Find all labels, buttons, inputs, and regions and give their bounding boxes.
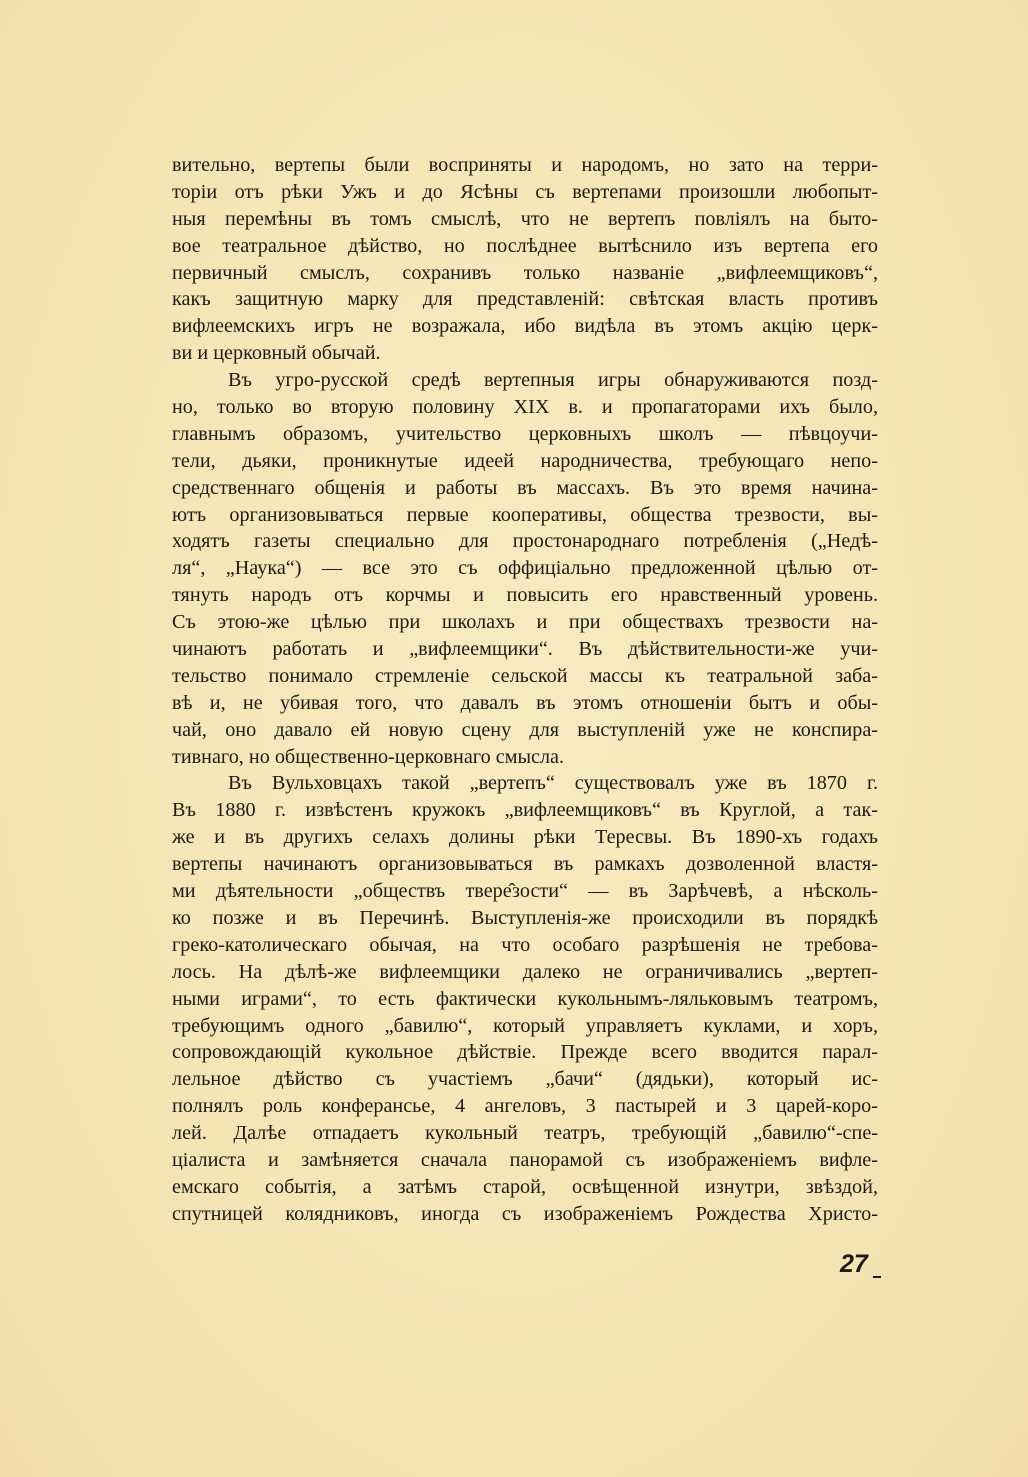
text-line: вительно, вертепы были восприняты и народомъ, но зато на терри- bbox=[172, 154, 878, 176]
text-line: главнымъ образомъ, учительство церковныхъ школъ — пѣвцоучи- bbox=[172, 422, 878, 445]
text-line: тельство понимало стремленіе сельской массы къ театральной заба- bbox=[172, 664, 878, 687]
text-line: вѣ и, не убивая того, что давалъ въ этомъ отношеніи бытъ и обы- bbox=[172, 691, 878, 714]
text-line: требующимъ одного „бавилю“, который управляетъ куклами, и хоръ, bbox=[172, 1014, 878, 1037]
text-line: торіи отъ рѣки Ужъ и до Ясѣны съ вертепами произошли любопыт- bbox=[172, 180, 878, 203]
text-line: сопровождающій кукольное дѣйствіе. Прежде всего вводится парал- bbox=[172, 1041, 878, 1064]
text-line: Въ угро-русской средѣ вертепныя игры обнаруживаются позд- bbox=[228, 369, 878, 392]
text-line: чай, оно давало ей новую сцену для выступленій уже не конспира- bbox=[172, 718, 878, 741]
text-line: первичный смыслъ, сохранивъ только названіе „вифлеемщиковъ“, bbox=[172, 261, 878, 284]
text-line: ными играми“, то есть фактически кукольнымъ-ляльковымъ театромъ, bbox=[172, 987, 878, 1010]
text-line: тянуть народъ отъ корчмы и повысить его нравственный уровень. bbox=[172, 584, 878, 607]
text-line: ми дѣятельности „обществъ твере̂зости“ — въ Зарѣчевѣ, а нѣсколь- bbox=[172, 880, 878, 903]
text-line: лельное дѣйство съ участіемъ „бачи“ (дядьки), который ис- bbox=[172, 1068, 878, 1091]
text-line: вифлеемскихъ игръ не возражала, ибо видѣла въ этомъ акцію церк- bbox=[172, 315, 878, 338]
text-line: вертепы начинаютъ организовываться въ рамкахъ дозволенной властя- bbox=[172, 853, 878, 876]
text-line: ви и церковный обычай. bbox=[172, 342, 381, 365]
text-line: тели, дьяки, проникнутые идеей народничества, требующаго непо- bbox=[172, 449, 878, 472]
text-line: ля“, „Наука“) — все это съ оффиціально предложенной цѣлью от- bbox=[172, 557, 878, 580]
text-line: же и въ другихъ селахъ долины рѣки Тересвы. Въ 1890-хъ годахъ bbox=[172, 826, 878, 849]
text-line: тивнаго, но общественно-церковнаго смысла. bbox=[172, 745, 565, 768]
text-line: ціалиста и замѣняется сначала панорамой съ изображеніемъ вифле- bbox=[172, 1148, 878, 1171]
text-line: средственнаго общенія и работы въ массахъ. Въ это время начина- bbox=[172, 476, 878, 499]
text-line: ко позже и въ Перечинѣ. Выступленія-же происходили въ порядкѣ bbox=[172, 906, 878, 929]
text-line: лось. На дѣлѣ-же вифлеемщики далеко не ограничивались „вертеп- bbox=[172, 960, 878, 983]
text-line: ютъ организовываться первые кооперативы, общества трезвости, вы- bbox=[172, 503, 878, 526]
page-number: 27 bbox=[840, 1250, 868, 1278]
text-line: спутницей колядниковъ, иногда съ изображеніемъ Рождества Христо- bbox=[172, 1202, 878, 1225]
text-line: Въ Вульховцахъ такой „вертепъ“ существовалъ уже въ 1870 г. bbox=[228, 772, 878, 795]
text-line: вое театральное дѣйство, но послѣднее вытѣснило изъ вертепа его bbox=[172, 234, 878, 257]
text-line: ходятъ газеты специально для простонароднаго потребленія („Недѣ- bbox=[172, 530, 878, 553]
page-number-rule bbox=[873, 1276, 881, 1278]
text-line: Съ этою-же цѣлью при школахъ и при обществахъ трезвости на- bbox=[172, 611, 878, 634]
text-line: чинаютъ работать и „вифлеемщики“. Въ дѣйствительности-же учи- bbox=[172, 638, 878, 661]
text-line: полнялъ роль конферансье, 4 ангеловъ, 3 пастырей и 3 царей-коро- bbox=[172, 1095, 878, 1118]
text-line: какъ защитную марку для представленій: свѣтская власть противъ bbox=[172, 288, 878, 311]
text-line: греко-католическаго обычая, на что особаго разрѣшенія не требова- bbox=[172, 933, 878, 956]
text-line: но, только во вторую половину XIX в. и пропагаторами ихъ было, bbox=[172, 396, 878, 419]
text-line: ныя перемѣны въ томъ смыслѣ, что не вертепъ повліялъ на быто- bbox=[172, 207, 878, 230]
text-line: емскаго событія, а затѣмъ старой, освѣщенной изнутри, звѣздой, bbox=[172, 1175, 878, 1198]
body-text bbox=[172, 152, 878, 1228]
text-line: лей. Далѣе отпадаетъ кукольный театръ, требующій „бавилю“-спе- bbox=[172, 1122, 878, 1145]
text-line: Въ 1880 г. извѣстенъ кружокъ „вифлеемщиковъ“ въ Круглой, а так- bbox=[172, 799, 878, 822]
